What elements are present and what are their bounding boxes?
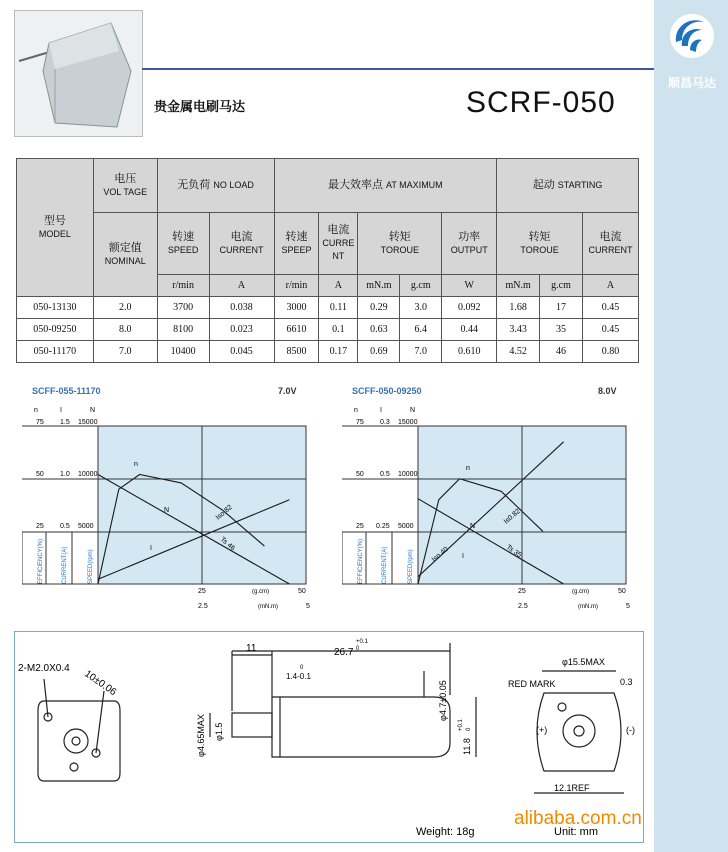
header-speed-eff: 转速 SPEEP [274, 213, 319, 275]
header-current: 电流 CURRENT [209, 213, 274, 275]
cell: 0.11 [319, 297, 358, 319]
chart1-axis-n-label: n [34, 407, 38, 414]
weight-label: Weight: 18g [416, 826, 475, 838]
unit-cell: g.cm [540, 275, 583, 297]
header-current-eff: 电流 CURRE NT [319, 213, 358, 275]
cell: 3.0 [400, 297, 442, 319]
cell: 0.69 [358, 341, 400, 363]
dim-11: 11 [246, 643, 257, 654]
cell: 1.68 [497, 297, 540, 319]
table-row [17, 319, 639, 341]
chart1-plot [22, 400, 322, 615]
dim-1-4: 1.4-0.1 [286, 672, 311, 681]
dim-phi-4-7: φ4.7±0.05 [438, 680, 448, 721]
chart2-xtick-mnm1: 5 [626, 603, 630, 610]
chart1-axis-i-label: I [60, 407, 62, 414]
unit-cell: r/min [157, 275, 209, 297]
chart1-label-stall: Ts 46 [218, 536, 237, 553]
chart1-axis-N-label: N [90, 407, 96, 414]
chart1-label-eff: n [134, 461, 138, 468]
header-rule [142, 68, 654, 70]
chart2-label-current: I [462, 553, 464, 560]
cell: 0.038 [209, 297, 274, 319]
chart1-xtick-gcm1: 50 [298, 588, 306, 595]
chart1-label-speed: N [164, 507, 170, 514]
table-row [17, 341, 639, 363]
chart1-tick-N1: 10000 [78, 471, 98, 478]
chart2-label-speed: N [470, 523, 476, 530]
cell: 050-13130 [17, 297, 94, 319]
cell: 0.45 [582, 297, 638, 319]
header-max-eff: 最大效率点 AT MAXIMUM [274, 159, 497, 213]
chart2-xunit-mnm: (mN.m) [578, 604, 598, 610]
product-subtitle: 贵金属电刷马达 [154, 99, 246, 114]
motor-photo [14, 10, 143, 137]
cell: 4.52 [497, 341, 540, 363]
chart2-tick-N2: 5000 [398, 523, 414, 530]
chart1-tick-n2: 25 [36, 523, 44, 530]
dim-11-8: 11.8 [462, 738, 472, 755]
terminal-plus: (+) [536, 725, 548, 735]
dim-phi-4-65: φ4.65MAX [196, 714, 206, 757]
chart1-tick-i2: 0.5 [60, 523, 70, 530]
header-nominal: 额定值 NOMINAL [93, 213, 157, 297]
header-torque-start: 转矩 TOROUE [497, 213, 583, 275]
tol-11-8-upper: +0.1 [458, 719, 464, 731]
cell: 7.0 [400, 341, 442, 363]
header-voltage: 电压 VOL TAGE [93, 159, 157, 213]
chart1-xtick-gcm0: 25 [198, 588, 206, 595]
unit-cell: mN.m [497, 275, 540, 297]
chart1-ylabel-speed: SPEED(rpm) [88, 549, 94, 584]
end-view [534, 671, 624, 793]
header-starting: 起动 STARTING [497, 159, 639, 213]
cell: 6610 [274, 319, 319, 341]
unit-label: Unit: mm [554, 826, 598, 838]
header-torque-eff: 转矩 TOROUE [358, 213, 442, 275]
tol-26-7-lower: 0 [356, 646, 360, 652]
chart1-label-effmax: Iso.82 [214, 503, 234, 522]
chart2-plot [342, 400, 642, 615]
chart2-axis-n-label: n [354, 407, 358, 414]
cell: 2.0 [93, 297, 157, 319]
chart2-xunit-gcm: (g.cm) [572, 589, 589, 595]
cell: 0.1 [319, 319, 358, 341]
cell: 8100 [157, 319, 209, 341]
chart1-label-current: I [150, 545, 152, 552]
chart1-tick-i1: 1.0 [60, 471, 70, 478]
chart2-axis-i-label: I [380, 407, 382, 414]
chart2-tick-n1: 50 [356, 471, 364, 478]
unit-cell: mN.m [358, 275, 400, 297]
chart1-ylabel-current: CURRENT(A) [62, 546, 68, 584]
chart2-ylabel-eff: EFFICIENCY(%) [358, 539, 364, 584]
side-view-body [210, 643, 476, 757]
unit-cell: A [319, 275, 358, 297]
table-row [17, 297, 639, 319]
unit-cell: r/min [274, 275, 319, 297]
terminal-minus: (-) [626, 725, 635, 735]
tol-26-7-upper: +0.1 [356, 639, 368, 645]
chart1-title: SCFF-055-11170 [32, 386, 101, 396]
header-speed: 转速 SPEED [157, 213, 209, 275]
chart2-voltage: 8.0V [598, 386, 617, 396]
dim-phi-1-5: φ1.5 [214, 722, 224, 741]
tol-11-8-lower: 0 [466, 727, 472, 731]
cell: 0.44 [442, 319, 497, 341]
chart2-title: SCFF-050-09250 [352, 386, 422, 396]
chart2-xtick-gcm1: 50 [618, 588, 626, 595]
chart2-label-effmax: Is0.82 [502, 507, 522, 526]
header-noload: 无负荷 NO LOAD [157, 159, 274, 213]
cell: 0.29 [358, 297, 400, 319]
chart2-tick-n0: 75 [356, 419, 364, 426]
spec-table [16, 158, 639, 363]
cell: 7.0 [93, 341, 157, 363]
chart2-tick-i2: 0.25 [376, 523, 390, 530]
chart1-tick-i0: 1.5 [60, 419, 70, 426]
chart2-ylabel-current: CURRENT(A) [382, 546, 388, 584]
dim-26-7: 26.7 [334, 647, 354, 658]
chart1-voltage: 7.0V [278, 386, 297, 396]
red-mark-label: RED MARK [508, 679, 556, 689]
swirl-logo-icon [668, 12, 716, 60]
dim-0-3: 0.3 [620, 677, 633, 687]
chart2-ylabel-speed: SPEED(rpm) [408, 549, 414, 584]
cell: 17 [540, 297, 583, 319]
cell: 050-09250 [17, 319, 94, 341]
cell: 8.0 [93, 319, 157, 341]
chart2-tick-i0: 0.3 [380, 419, 390, 426]
cell: 0.45 [582, 319, 638, 341]
cell: 3000 [274, 297, 319, 319]
cell: 8500 [274, 341, 319, 363]
chart2-tick-i1: 0.5 [380, 471, 390, 478]
tol-1-4: 0 [300, 665, 304, 671]
cell: 3700 [157, 297, 209, 319]
header-model: 型号 MODEL [17, 159, 94, 297]
cell: 0.17 [319, 341, 358, 363]
model-title: SCRF-050 [466, 86, 616, 119]
cell: 10400 [157, 341, 209, 363]
header-output: 功率 OUTPUT [442, 213, 497, 275]
chart1-xunit-mnm: (mN.m) [258, 604, 278, 610]
unit-cell: g.cm [400, 275, 442, 297]
cell: 0.092 [442, 297, 497, 319]
dim-phi-15-5: φ15.5MAX [562, 657, 605, 667]
chart2-xtick-gcm0: 25 [518, 588, 526, 595]
chart2-tick-n2: 25 [356, 523, 364, 530]
dim-12-1: 12.1REF [554, 783, 590, 793]
cell: 0.80 [582, 341, 638, 363]
chart2-label-eff: n [466, 465, 470, 472]
cell: 35 [540, 319, 583, 341]
dim-thread: 2-M2.0X0.4 [18, 663, 70, 674]
brand-name: 顺昌马达 [667, 76, 716, 90]
unit-cell: W [442, 275, 497, 297]
chart2-label-iso: Iso.40 [430, 545, 450, 564]
header-current-start: 电流 CURRENT [582, 213, 638, 275]
chart1-tick-N0: 15000 [78, 419, 98, 426]
cell: 6.4 [400, 319, 442, 341]
chart2-tick-N1: 10000 [398, 471, 418, 478]
chart1-xunit-gcm: (g.cm) [252, 589, 269, 595]
unit-cell: A [582, 275, 638, 297]
chart1-tick-n0: 75 [36, 419, 44, 426]
cell: 0.045 [209, 341, 274, 363]
chart1-tick-N2: 5000 [78, 523, 94, 530]
chart1-tick-n1: 50 [36, 471, 44, 478]
chart1-xtick-mnm0: 2.5 [198, 603, 208, 610]
chart2-label-stall: Ts 35 [504, 543, 523, 560]
chart2-tick-N0: 15000 [398, 419, 418, 426]
chart1-xtick-mnm1: 5 [306, 603, 310, 610]
cell: 46 [540, 341, 583, 363]
unit-cell: A [209, 275, 274, 297]
chart2-xtick-mnm0: 2.5 [518, 603, 528, 610]
chart1-ylabel-eff: EFFICIENCY(%) [38, 539, 44, 584]
cell: 050-11170 [17, 341, 94, 363]
dim-10: 10±0.06 [82, 668, 119, 699]
cell: 3.43 [497, 319, 540, 341]
cell: 0.610 [442, 341, 497, 363]
cell: 0.023 [209, 319, 274, 341]
watermark: alibaba.com.cn [514, 808, 642, 829]
cell: 0.63 [358, 319, 400, 341]
brand-strip [654, 0, 728, 852]
chart2-axis-N-label: N [410, 407, 416, 414]
